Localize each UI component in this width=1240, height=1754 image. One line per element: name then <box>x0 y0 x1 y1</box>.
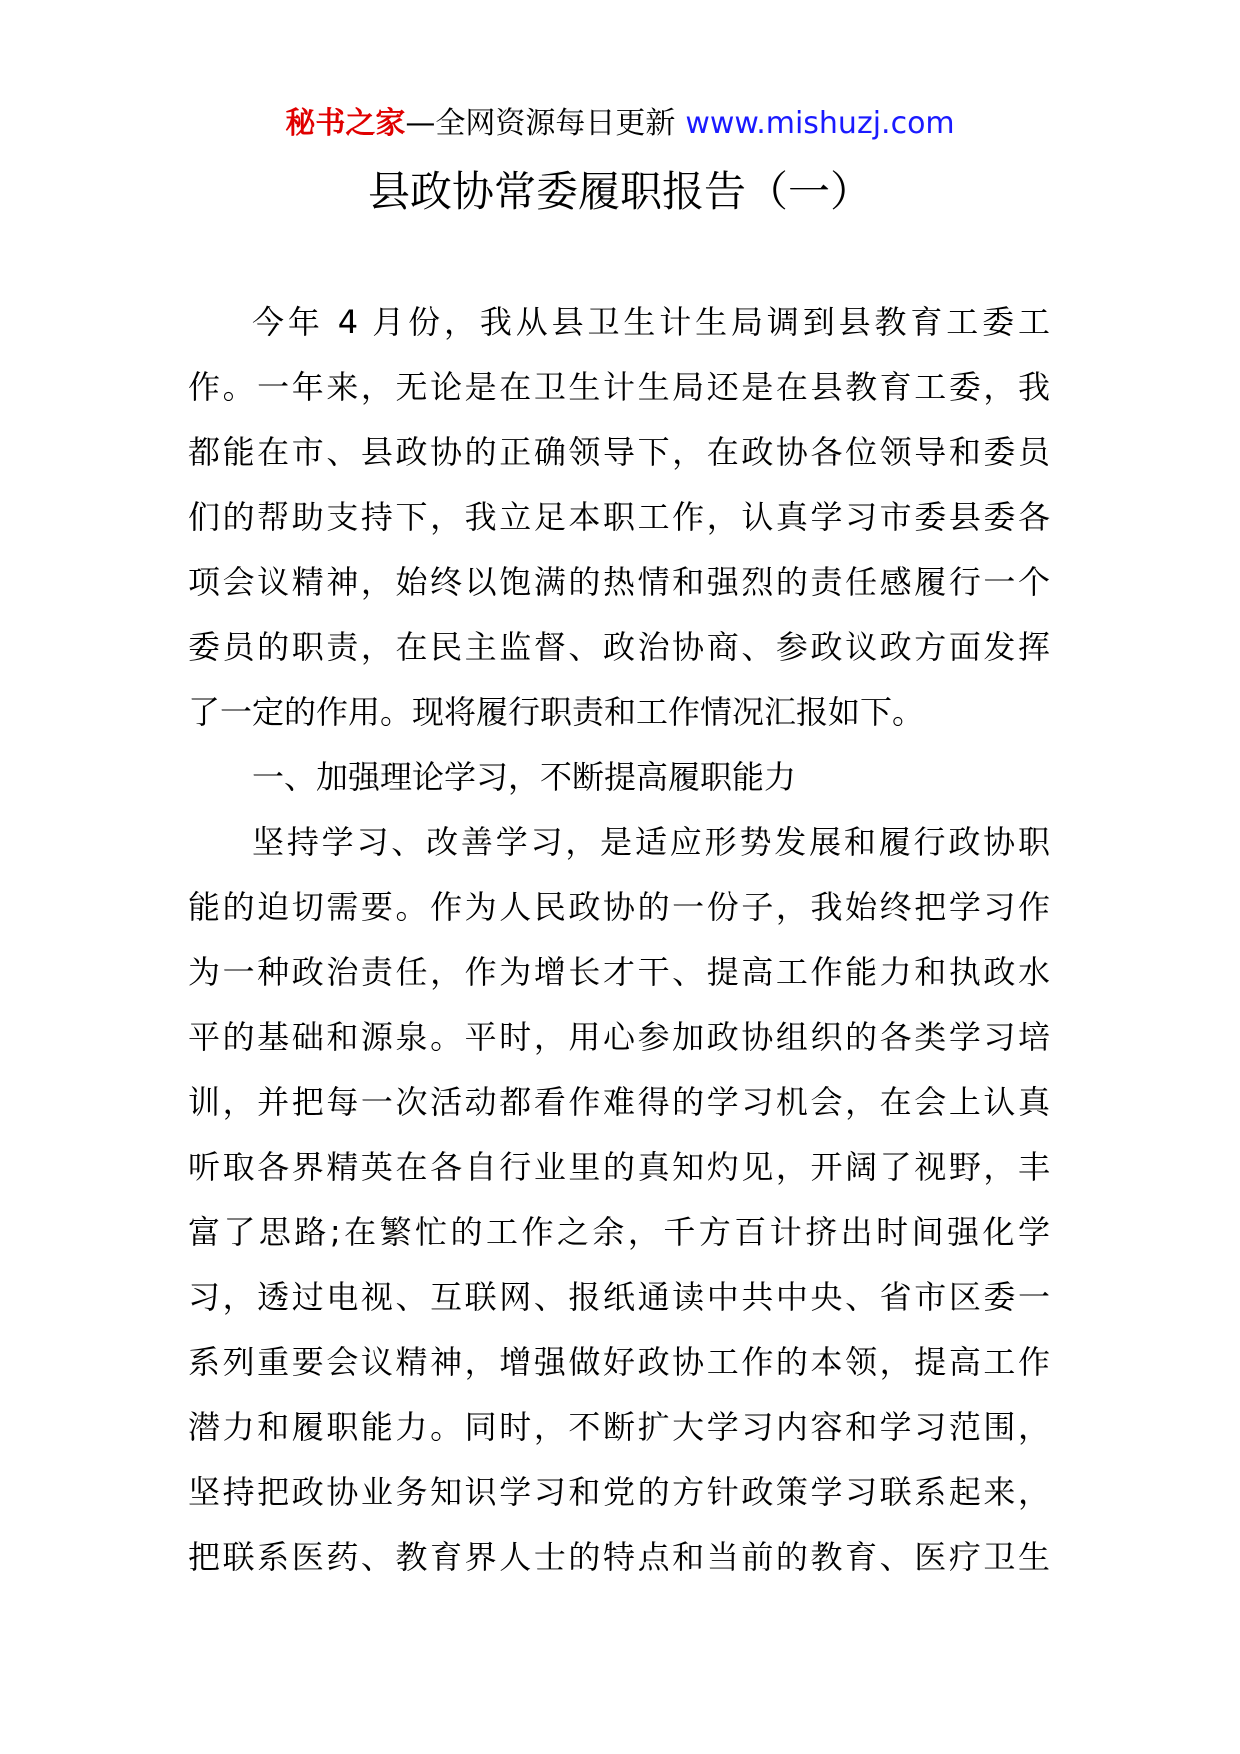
paragraph-line: 训，并把每一次活动都看作难得的学习机会，在会上认真 <box>188 1083 1050 1121</box>
paragraph-line: 们的帮助支持下，我立足本职工作，认真学习市委县委各 <box>188 498 1050 536</box>
paragraph-line: 潜力和履职能力。同时，不断扩大学习内容和学习范围， <box>188 1408 1050 1446</box>
paragraph-line: 习，透过电视、互联网、报纸通读中共中央、省市区委一 <box>188 1278 1050 1316</box>
paragraph-line: 为一种政治责任，作为增长才干、提高工作能力和执政水 <box>188 953 1050 991</box>
paragraph-line: 坚持学习、改善学习，是适应形势发展和履行政协职 <box>252 823 1050 861</box>
site-tagline: —全网资源每日更新 <box>405 106 676 141</box>
paragraph-line: 作。一年来，无论是在卫生计生局还是在县教育工委，我 <box>188 368 1050 406</box>
site-url-link[interactable]: www.mishuzj.com <box>685 106 955 141</box>
paragraph-line: 都能在市、县政协的正确领导下，在政协各位领导和委员 <box>188 433 1050 471</box>
document-body <box>188 290 1050 1590</box>
paragraph-line: 项会议精神，始终以饱满的热情和强烈的责任感履行一个 <box>188 563 1050 601</box>
paragraph-line: 坚持把政协业务知识学习和党的方针政策学习联系起来， <box>188 1473 1050 1511</box>
site-header <box>0 102 1240 146</box>
section-heading: 一、加强理论学习，不断提高履职能力 <box>252 758 797 796</box>
paragraph-line: 把联系医药、教育界人士的特点和当前的教育、医疗卫生 <box>188 1538 1050 1576</box>
paragraph-line: 今年 4 月份，我从县卫生计生局调到县教育工委工 <box>252 303 1050 341</box>
document-title: 县政协常委履职报告（一） <box>367 167 872 216</box>
paragraph-line: 平的基础和源泉。平时，用心参加政协组织的各类学习培 <box>188 1018 1050 1056</box>
paragraph-line: 系列重要会议精神，增强做好政协工作的本领，提高工作 <box>188 1343 1050 1381</box>
paragraph-line: 富了思路;在繁忙的工作之余，千方百计挤出时间强化学 <box>188 1213 1050 1251</box>
paragraph-line: 了一定的作用。现将履行职责和工作情况汇报如下。 <box>188 693 925 731</box>
brand-name: 秘书之家 <box>285 106 406 141</box>
paragraph-line: 委员的职责，在民主监督、政治协商、参政议政方面发挥 <box>188 628 1050 666</box>
paragraph-line: 听取各界精英在各自行业里的真知灼见，开阔了视野，丰 <box>188 1148 1050 1186</box>
paragraph-line: 能的迫切需要。作为人民政协的一份子，我始终把学习作 <box>188 888 1050 926</box>
